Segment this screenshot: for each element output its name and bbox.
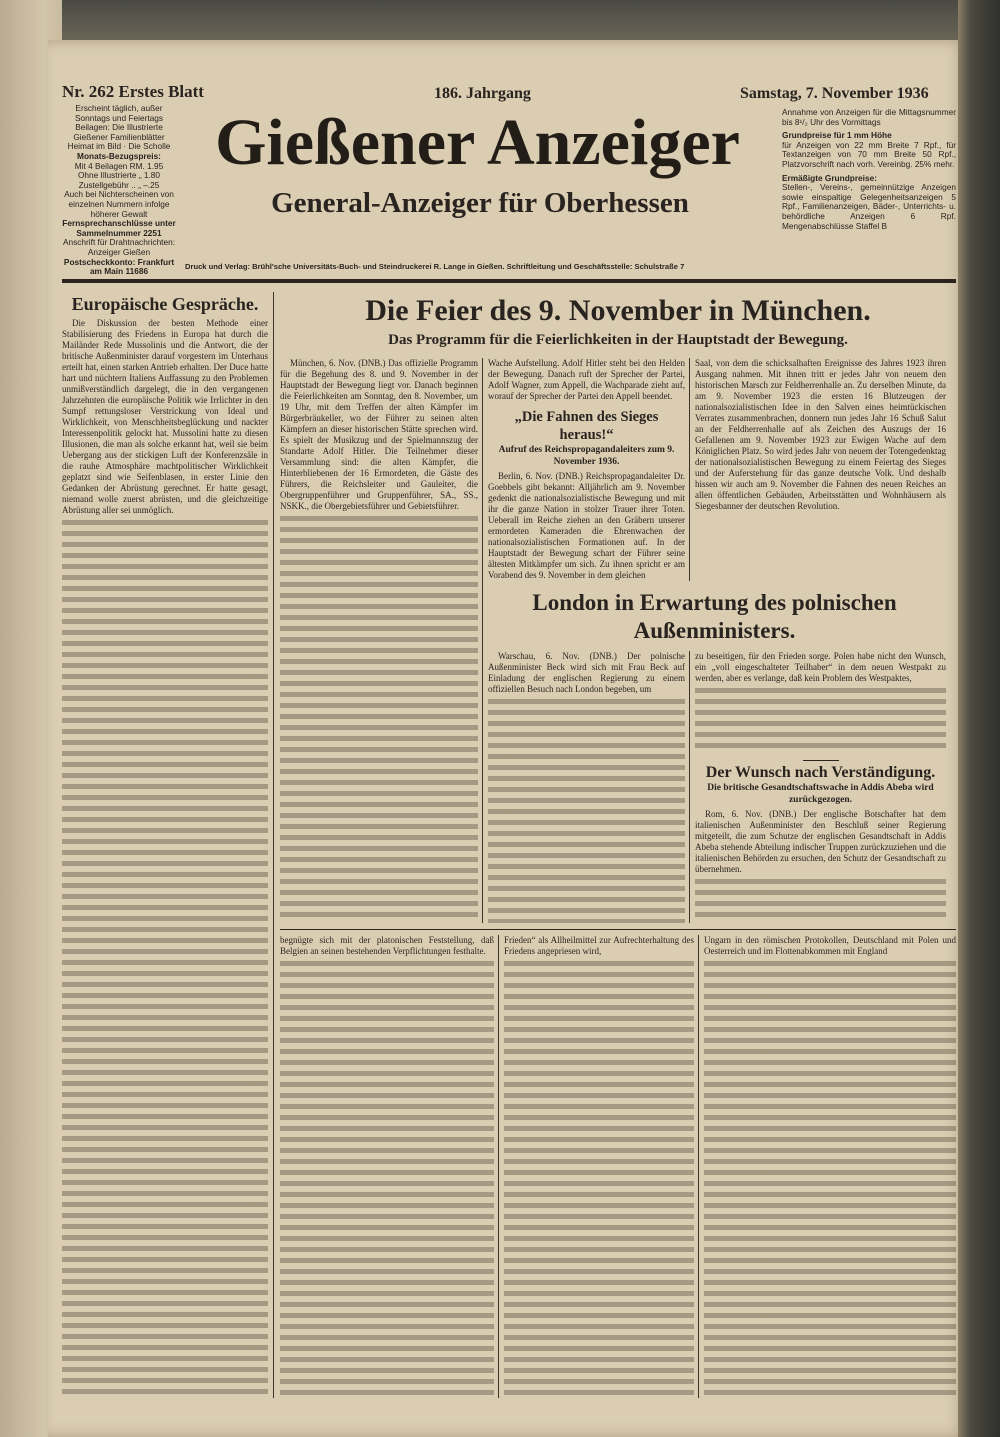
lower-column-2 <box>498 935 694 1398</box>
column-london <box>482 651 685 923</box>
lower-section <box>280 935 956 1398</box>
lower-column-1-text: begnügte sich mit der platonischen Feststellung, daß Belgien an seinen bestehenden Verpflichtungen festhalte. <box>280 935 494 956</box>
ad-deadline: Annahme von Anzeigen für die Mittagsnummer bis 8¹/₂ Uhr des Vormittags <box>782 107 956 127</box>
telegraph-address: Anschrift für Drahtnachrichten: Anzeiger Gießen <box>62 237 176 257</box>
publication-frequency: Erscheint täglich, außer Sonntags und Feiertags <box>74 103 164 123</box>
book-binding <box>958 0 1000 1437</box>
left-column <box>62 292 274 1398</box>
article-text-continuation <box>488 699 685 923</box>
upper-grid <box>280 358 956 923</box>
main-headline: Die Feier des 9. November in München. <box>365 294 871 327</box>
article-text-wunsch: Rom, 6. Nov. (DNB.) Der englische Botschafter hat dem italienischen Außenminister den Beschluß seiner Regierung mitgeteilt, die zum Schutze der englischen Gesandtschaft in Addis Abeba stehende Abteilung indischer Truppen zurückzuziehen und die italienischen Behörden zu ersuchen, den Schutz der Gesandtschaft zu übernehmen. <box>695 809 946 874</box>
article-text-continuation <box>504 961 694 1398</box>
article-headline-europa: Europäische Gespräche. <box>71 294 259 314</box>
article-headline-wunsch: Der Wunsch nach Verständigung. <box>705 764 936 781</box>
article-headline-london: London in Erwartung des polnischen Außenministers. <box>482 581 946 651</box>
price-with-supplements: Mit 4 Beilagen RM. 1.95 <box>74 160 164 171</box>
article-text-london-cont: zu beseitigen, für den Frieden sorge. Polen habe nicht den Wunsch, ein „voll eingeschalteter Teilhaber“ in dem neuen Westpakt zu werden, aber es verlange, daß kein Problem des Westpaktes, <box>695 651 946 683</box>
column-feier-end <box>689 358 946 581</box>
newspaper-subtitle: General-Anzeiger für Oberhessen <box>271 187 689 219</box>
imprint: Druck und Verlag: Brühl'sche Universitäts-Buch- und Steindruckerei R. Lange in Gießen. Schriftleitung und Geschäftsstelle: Schulstraße 7 <box>185 262 685 271</box>
delivery-fee: Zustellgebühr .. „ –.25 <box>78 179 160 190</box>
section-rule <box>280 929 956 930</box>
article-text-fahnen: Berlin, 6. Nov. (DNB.) Reichspropagandaleiter Dr. Goebbels gibt bekannt: Alljährlich am 9. November gedenkt die nationalsozialistische Bewegung und mit ihr die ganze Nation in stolzer Trauer ihrer Toten. Ueberall im Reiche ziehen an den Gräbern unserer ermordeten Kameraden die Ehrenwachen der nationalsozialistischen Formationen auf. In der Hauptstadt der Bewegung schart der Führer seine ältesten Mitkämpfer um sich. Zu ihnen spricht er am Vorabend des 9. November in dem gleichen <box>488 471 685 580</box>
article-text-continuation <box>695 688 946 754</box>
separator <box>803 760 839 761</box>
main-subheadline: Das Programm für die Feierlichkeiten in der Hauptstadt der Bewegung. <box>388 332 848 348</box>
article-text-continuation <box>280 961 494 1398</box>
article-text-feier: München, 6. Nov. (DNB.) Das offizielle Programm für die Begehung des 8. und 9. November in der Hauptstadt der Bewegung liegt vor. Danach beginnen die Feierlichkeiten am Sonntag, den 8. November, um 19 Uhr, mit dem Treffen der alten Kämpfer im Bürgerbräukeller, wo der Führer zu seinen alten Kämpfern an dieser historischen Stätte sprechen wird. Es spielt der Musikzug und der Spielmannszug der Standarte Adolf Hitler. Die Teilnehmer dieser Versammlung sind: die alten Kämpfer, die Hinterbliebenen der 16 Ermordeten, die Gäste des Führers, die Reichsleiter und Gauleiter, die Obergruppenführer und Gruppenführer, SA., SS., NSKK., die Obergebietsführer und Gebietsführer. <box>280 358 478 511</box>
column-feier <box>280 358 478 923</box>
reduced-prices: Stellen-, Vereins-, gemeinnützige Anzeigen sowie einspaltige Gelegenheitsanzeigen 5 Rpf., Familienanzeigen, Bäder-, Unterrichts- u. behördliche Anzeigen 6 Rpf. Mengenabschlüsse Staffel B <box>782 182 956 231</box>
article-text-continuation <box>695 879 946 923</box>
article-subheadline-wunsch: Die britische Gesandtschaftswache in Addis Abeba wird zurückgezogen. <box>707 783 934 805</box>
base-price-label: Grundpreise für 1 mm Höhe <box>782 130 892 141</box>
advertising-info-box <box>782 108 956 231</box>
article-text-feier-cont: Wache Aufstellung. Adolf Hitler steht bei den Helden der Bewegung. Danach ruft der Sprecher der Partei, Adolf Wagner, zum Appell, die Wachparade zieht auf, worauf der Sprecher der Partei den Appell beendet. <box>488 358 685 401</box>
telephone: Fernsprechanschlüsse unter Sammelnummer 2251 <box>62 218 176 238</box>
subscription-info-box <box>60 104 178 277</box>
price-without-illustrated: Ohne Illustrierte „ 1.80 <box>77 170 161 181</box>
lower-column-2-text: Frieden“ als Allheilmittel zur Aufrechterhaltung des Friedens angepriesen wird, <box>504 935 694 956</box>
article-text-london: Warschau, 6. Nov. (DNB.) Der polnische Außenminister Beck wird sich mit Frau Beck auf Einladung der englischen Regierung zu einem offiziellen Besuch nach London begeben, um <box>488 651 685 694</box>
lower-column-3-text: Ungarn in den römischen Protokollen, Deutschland mit Polen und Oesterreich und im Flottenabkommen mit England <box>704 935 956 956</box>
lower-column-1 <box>280 935 494 1398</box>
masthead-rule <box>62 279 956 283</box>
scan-top-edge <box>0 0 1000 42</box>
column-fahnen <box>482 358 685 581</box>
volume: 186. Jahrgang <box>434 85 531 102</box>
monthly-price-label: Monats-Bezugspreis: <box>77 150 161 161</box>
postal-account: Postscheckkonto: Frankfurt am Main 11686 <box>63 256 175 277</box>
column-london-wunsch <box>689 651 946 923</box>
article-text-continuation <box>280 516 478 923</box>
force-majeure-note: Auch bei Nichterscheinen von einzelnen Nummern infolge höherer Gewalt <box>64 189 174 219</box>
article-text-continuation <box>62 520 268 1398</box>
reduced-price-label: Ermäßigte Grundpreise: <box>782 172 877 183</box>
newspaper-title: Gießener Anzeiger <box>215 106 740 179</box>
article-headline-fahnen: „Die Fahnen des Sieges heraus!“ <box>514 409 659 443</box>
supplements: Beilagen: Die Illustrierte Gießener Familienblätter Heimat im Bild · Die Scholle <box>67 122 171 152</box>
article-text-feier-end: Saal, von dem die schicksalhaften Ereignisse des Jahres 1923 ihren Ausgang nahmen. Mit ihnen tritt er jedes Jahr von neuem den historischen Marsch zur Feldherrenhalle an. Zu derselben Minute, da am 9. November 1923 die ersten 16 Blutzeugen der nationalsozialistischen Idee in den Salven eines heimtückischen Verrates zusammenbrachen, donnern nun jedes Jahr 16 Schuß Salut an der Feldherrenhalle auf als Zeichen des Auszugs der 16 Gefallenen am 9. November 1923 zur Ewigen Wache auf dem Königlichen Platz. So wird jedes Jahr von neuem der Totengedenktag der nationalsozialistischen Bewegung zu einem Feiertag des Sieges und der Auferstehung für das ganze deutsche Volk. Und deshalb hissen wir auch am 9. November die Fahnen des neuen Reiches an allen öffentlichen Gebäuden, Arbeitsstätten und Wohnhäusern als Siegesbanner der deutschen Revolution. <box>695 358 946 511</box>
article-subheadline-fahnen: Aufruf des Reichspropagandaleiters zum 9. November 1936. <box>498 445 675 467</box>
base-prices: für Anzeigen von 22 mm Breite 7 Rpf., für Textanzeigen von 70 mm Breite 50 Rpf., Platzvorschrift nach vorh. Vereinbg. 25% mehr. <box>782 139 956 169</box>
issue-number: Nr. 262 Erstes Blatt <box>62 82 204 101</box>
main-region <box>280 292 956 1398</box>
article-text-europa: Die Diskussion der besten Methode einer Stabilisierung des Friedens in Europa hat durch die Mailänder Rede Mussolinis und die Antwort, die der britische Außenminister darauf vorgestern im Unterhaus erteilt hat, einen starken Antrieb erhalten. Der Duce hatte hart und nüchtern Italiens Auffassung zu den Problemen unmißverständlich dargelegt, die in den vergangenen Jahrzehnten die europäische Politik wie Irrlichter in den Sumpf rettungsloser Verstrickung von Ideal und Wirklichkeit, von Menschheitsbeglückung und nackter Interessenpolitik gelockt hat. Mussolini hatte zu diesen Illusionen, die man als solche erkannt hat, weil sie beim Uebergang aus der stickigen Luft der Konferenzsäle in die rauhe Atmosphäre machtpolitischer Wirklichkeit geplatzt sind wie Seifenblasen, in erster Linie den Gedanken der Abrüstung gerechnet. Er hatte gesagt, niemand wolle zuerst abrüsten, und die gleichzeitige Abrüstung aller sei unmöglich. <box>62 318 268 515</box>
article-text-continuation <box>704 961 956 1398</box>
lower-column-3 <box>698 935 956 1398</box>
issue-date: Samstag, 7. November 1936 <box>740 85 929 102</box>
